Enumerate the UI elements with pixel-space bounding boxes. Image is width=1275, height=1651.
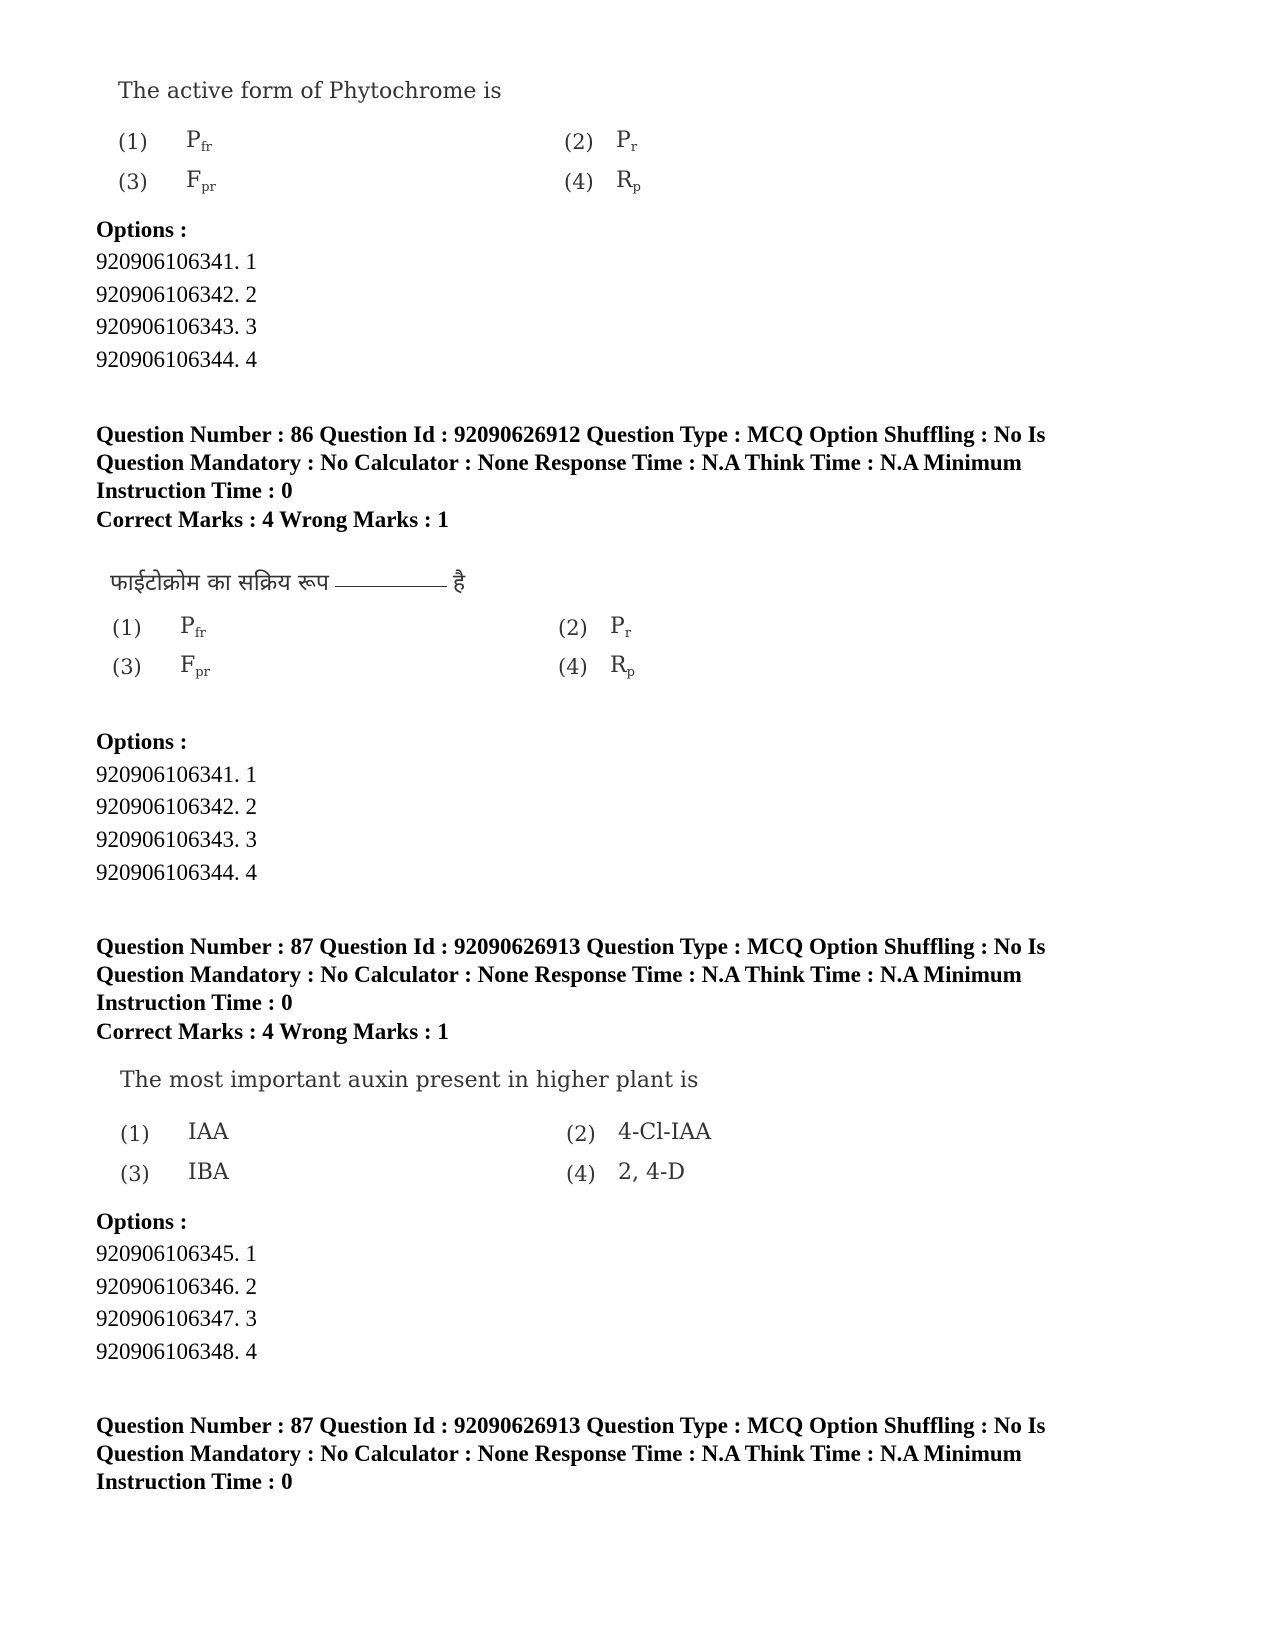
options-title: Options :: [96, 729, 188, 754]
option-line: 920906106342. 2: [96, 282, 257, 307]
choice-number: (3): [112, 655, 142, 679]
choice-number: (4): [566, 1162, 596, 1186]
choice-value: $R_p$: [616, 168, 641, 195]
option-line: 920906106347. 3: [96, 1306, 257, 1331]
choice-value: $P_{fr}$: [180, 614, 206, 641]
option-line: 920906106341. 1: [96, 249, 257, 274]
option-line: 920906106343. 3: [96, 314, 257, 339]
option-line: 920906106345. 1: [96, 1241, 257, 1266]
question-meta: Question Number : 86 Question Id : 92090626912 Question Type : MCQ Option Shuffling : No Is Question Mandatory : No Calculator : None Response Time : N.A Think Time : N.A Minimum Instruction Time : 0: [96, 422, 1046, 503]
option-line: 920906106348. 4: [96, 1339, 257, 1364]
choice-number: (3): [118, 170, 148, 194]
choice-value: $F_{pr}$: [186, 168, 216, 195]
choice-number: (4): [558, 655, 588, 679]
option-line: 920906106344. 4: [96, 347, 257, 372]
choice-number: (1): [120, 1122, 150, 1146]
choice-value: IAA: [188, 1120, 229, 1145]
question-text: The active form of Phytochrome is: [118, 79, 502, 104]
choice-number: (4): [564, 170, 594, 194]
options-title: Options :: [96, 217, 188, 242]
choice-number: (2): [558, 616, 588, 640]
marks-line: Correct Marks : 4 Wrong Marks : 1: [96, 507, 449, 532]
choice-value: $F_{pr}$: [180, 653, 210, 680]
choice-value: $P_r$: [610, 614, 632, 641]
question-meta: Question Number : 87 Question Id : 92090626913 Question Type : MCQ Option Shuffling : No Is Question Mandatory : No Calculator : None Response Time : N.A Think Time : N.A Minimum Instruction Time : 0: [96, 934, 1046, 1015]
choice-value: $P_r$: [616, 128, 638, 155]
option-line: 920906106343. 3: [96, 827, 257, 852]
choice-number: (2): [566, 1122, 596, 1146]
choice-number: (1): [112, 616, 142, 640]
options-title: Options :: [96, 1209, 188, 1234]
choice-value: IBA: [188, 1160, 229, 1185]
answer-blank: [335, 586, 447, 587]
question-meta: Question Number : 87 Question Id : 92090626913 Question Type : MCQ Option Shuffling : No Is Question Mandatory : No Calculator : None Response Time : N.A Think Time : N.A Minimum Instruction Time : 0: [96, 1413, 1046, 1494]
choice-number: (3): [120, 1162, 150, 1186]
option-line: 920906106342. 2: [96, 794, 257, 819]
choice-number: (2): [564, 130, 594, 154]
choice-value: 4-Cl-IAA: [618, 1120, 712, 1145]
question-text-hindi: फाईटोक्रोम का सक्रिय रूप है: [110, 570, 466, 596]
choice-value: 2, 4-D: [618, 1160, 686, 1185]
choice-value: $P_{fr}$: [186, 128, 212, 155]
question-text: The most important auxin present in higher plant is: [120, 1068, 699, 1093]
option-line: 920906106341. 1: [96, 762, 257, 787]
choice-value: $R_p$: [610, 653, 635, 680]
option-line: 920906106346. 2: [96, 1274, 257, 1299]
choice-number: (1): [118, 130, 148, 154]
option-line: 920906106344. 4: [96, 860, 257, 885]
marks-line: Correct Marks : 4 Wrong Marks : 1: [96, 1019, 449, 1044]
